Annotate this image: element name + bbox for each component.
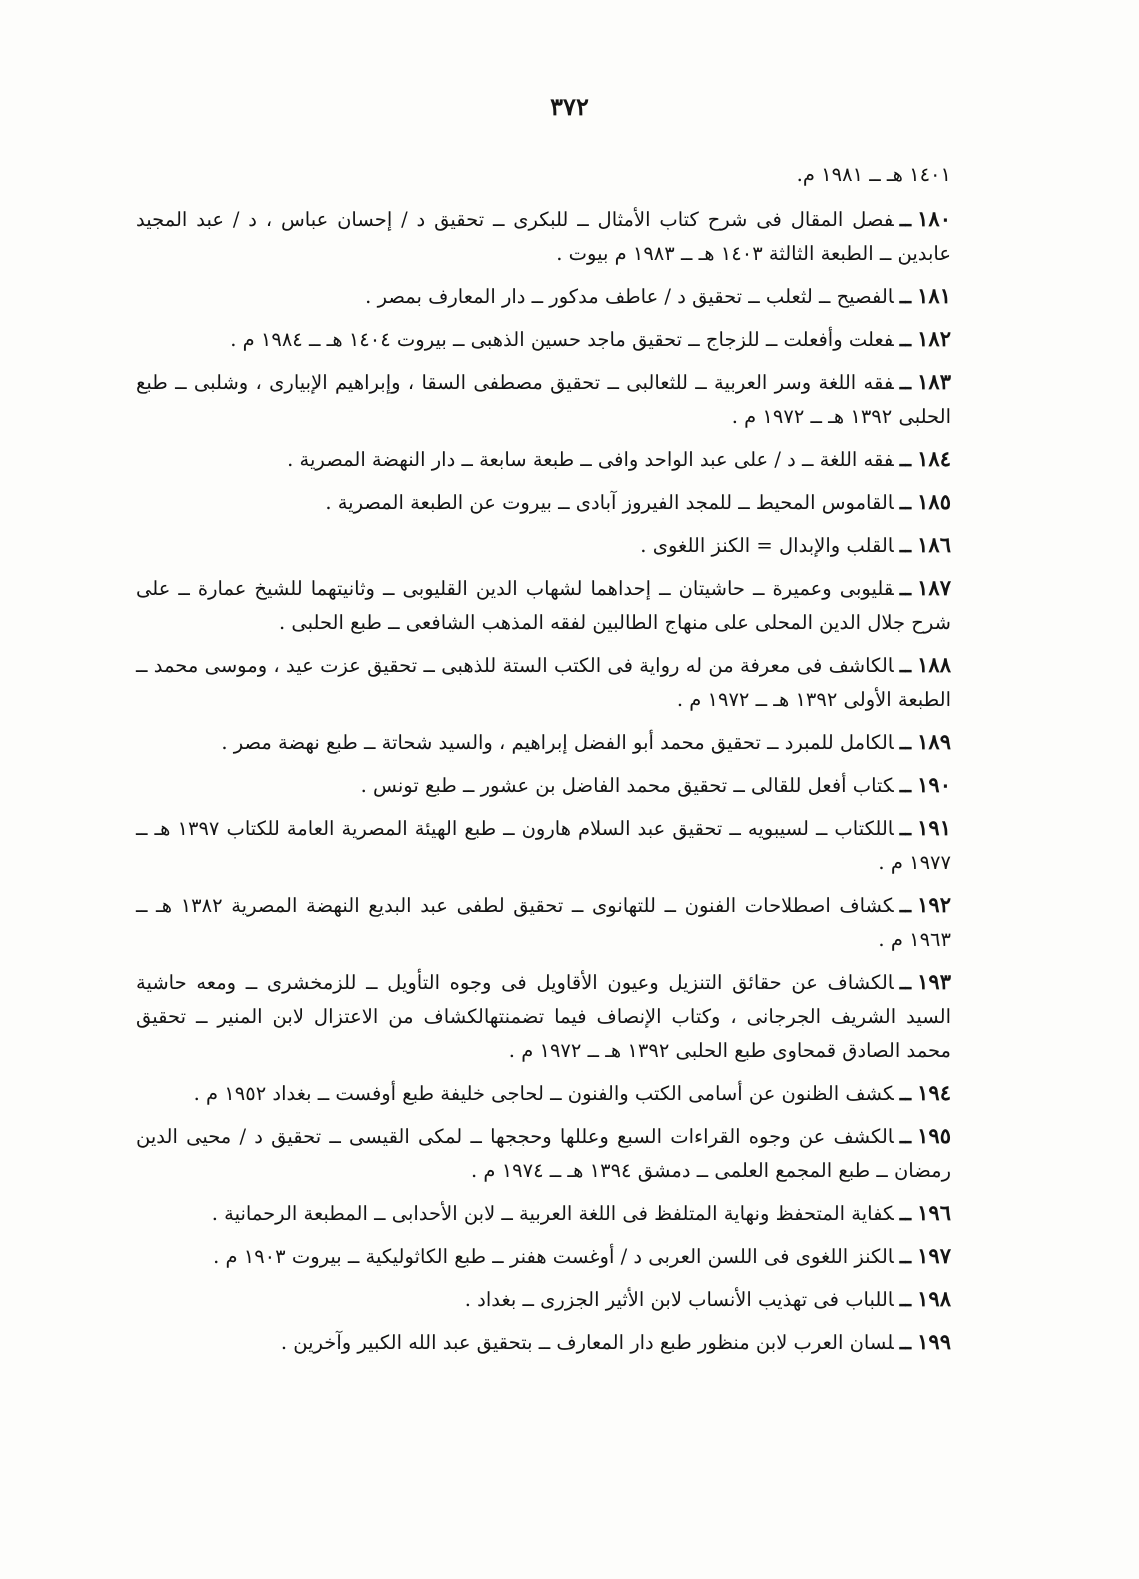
entry-number: ١٩٠	[917, 772, 951, 797]
entry-text: الكشف عن وجوه القراءات السبع وعللها وحججها ــ لمكى القيسى ــ تحقيق د / محيى الدين رمضان ــ طبع المجمع العلمى ــ دمشق ١٣٩٤ هـ ــ ١٩٧٤ م .	[136, 1125, 951, 1182]
entry-dash: ــ	[899, 1125, 912, 1148]
entry-182	[136, 322, 951, 357]
entry-number: ١٨٧	[917, 575, 951, 600]
entry-dash: ــ	[899, 971, 912, 994]
entry-number: ١٨٥	[917, 489, 951, 514]
entry-dash: ــ	[899, 577, 912, 600]
entry-number: ١٨٩	[917, 729, 951, 754]
entry-text: كتاب أفعل للقالى ــ تحقيق محمد الفاضل بن عشور ــ طبع تونس .	[360, 774, 894, 797]
entry-184	[136, 442, 951, 477]
entry-193	[136, 965, 951, 1068]
entry-192	[136, 888, 951, 957]
entry-number: ١٨٦	[917, 532, 951, 557]
entry-dash: ــ	[899, 491, 912, 514]
entry-dash: ــ	[899, 1288, 912, 1311]
entry-number: ١٨٣	[917, 369, 951, 394]
entry-text: اللكتاب ــ لسيبويه ــ تحقيق عبد السلام هارون ــ طبع الهيئة المصرية العامة للكتاب ١٣٩٧ هـ ــ ١٩٧٧ م .	[136, 817, 951, 874]
entry-text: اللباب فى تهذيب الأنساب لابن الأثير الجزرى ــ بغداد .	[464, 1288, 894, 1311]
entry-number: ١٨٤	[917, 446, 951, 471]
entry-text: الكاشف فى معرفة من له رواية فى الكتب الستة للذهبى ــ تحقيق عزت عيد ، وموسى محمد ــ الطبعة الأولى ١٣٩٢ هـ ــ ١٩٧٢ م .	[136, 654, 951, 711]
entry-number: ١٩٤	[917, 1080, 951, 1105]
entry-text: الكنز اللغوى فى اللسن العربى د / أوغست هفنر ــ طبع الكاثوليكية ــ بيروت ١٩٠٣ م .	[213, 1245, 894, 1268]
entry-number: ١٩٧	[917, 1243, 951, 1268]
entry-190	[136, 768, 951, 803]
entry-number: ١٩١	[917, 815, 951, 840]
entry-195	[136, 1119, 951, 1188]
entry-183	[136, 365, 951, 434]
entry-185	[136, 485, 951, 520]
entry-dash: ــ	[899, 534, 912, 557]
entry-text: القاموس المحيط ــ للمجد الفيروز آبادى ــ بيروت عن الطبعة المصرية .	[325, 491, 894, 514]
entry-dash: ــ	[899, 1331, 912, 1354]
entry-dash: ــ	[899, 774, 912, 797]
entry-number: ١٨٠	[917, 206, 951, 231]
entry-text: الكشاف عن حقائق التنزيل وعيون الأقاويل فى وجوه التأويل ــ للزمخشرى ــ ومعه حاشية السيد الشريف الجرجانى ، وكتاب الإنصاف فيما تضمنتهالكشاف من الاعتزال لابن المنير ــ تحقيق محمد الصادق قمحاوى طبع الحلبى ١٣٩٢ هـ ــ ١٩٧٢ م .	[136, 971, 951, 1062]
entry-196	[136, 1196, 951, 1231]
entry-dash: ــ	[899, 328, 912, 351]
entry-text: قليوبى وعميرة ــ حاشيتان ــ إحداهما لشهاب الدين القليوبى ــ وثانيتهما للشيخ عمارة ــ على شرح جلال الدين المحلى على منهاج الطالبين لفقه المذهب الشافعى ــ طبع الحلبى .	[136, 577, 951, 634]
entry-number: ١٩٣	[917, 969, 951, 994]
entry-dash: ــ	[899, 285, 912, 308]
entry-number: ١٩٨	[917, 1286, 951, 1311]
entry-number: ١٩٥	[917, 1123, 951, 1148]
entry-180	[136, 202, 951, 271]
entry-189	[136, 725, 951, 760]
entry-dash: ــ	[899, 1245, 912, 1268]
entry-text: كشاف اصطلاحات الفنون ــ للتهانوى ــ تحقيق لطفى عبد البديع النهضة المصرية ١٣٨٢ هـ ــ ١٩٦٣ م .	[136, 894, 951, 951]
entry-dash: ــ	[899, 448, 912, 471]
entry-dash: ــ	[899, 731, 912, 754]
entry-181	[136, 279, 951, 314]
entry-number: ١٨١	[917, 283, 951, 308]
entry-198	[136, 1282, 951, 1317]
page-number: ٣٧٢	[550, 92, 589, 121]
entry-dash: ــ	[899, 371, 912, 394]
entry-197	[136, 1239, 951, 1274]
entry-186	[136, 528, 951, 563]
entry-text: الفصيح ــ لثعلب ــ تحقيق د / عاطف مدكور ــ دار المعارف بمصر .	[365, 285, 894, 308]
entry-dash: ــ	[899, 817, 912, 840]
entry-dash: ــ	[899, 1082, 912, 1105]
entry-text: لسان العرب لابن منظور طبع دار المعارف ــ بتحقيق عبد الله الكبير وآخرين .	[280, 1331, 894, 1354]
entry-text: القلب والإبدال = الكنز اللغوى .	[640, 534, 894, 557]
entry-number: ١٨٢	[917, 326, 951, 351]
entry-text: كفاية المتحفظ ونهاية المتلفظ فى اللغة العربية ــ لابن الأحدابى ــ المطبعة الرحمانية .	[211, 1202, 894, 1225]
entry-191	[136, 811, 951, 880]
entry-dash: ــ	[899, 894, 912, 917]
entry-187	[136, 571, 951, 640]
entry-199	[136, 1325, 951, 1360]
entry-text: كشف الظنون عن أسامى الكتب والفنون ــ لحاجى خليفة طبع أوفست ــ بغداد ١٩٥٢ م .	[193, 1082, 894, 1105]
entry-text: فقه اللغة ــ د / على عبد الواحد وافى ــ طبعة سابعة ــ دار النهضة المصرية .	[287, 448, 894, 471]
entry-text: فقه اللغة وسر العربية ــ للثعالبى ــ تحقيق مصطفى السقا ، وإبراهيم الإبيارى ، وشلبى ــ طبع الحلبى ١٣٩٢ هـ ــ ١٩٧٢ م .	[136, 371, 951, 428]
entry-194	[136, 1076, 951, 1111]
entry-number: ١٩٩	[917, 1329, 951, 1354]
bibliography-list	[136, 158, 951, 1368]
entry-text: فصل المقال فى شرح كتاب الأمثال ــ للبكرى ــ تحقيق د / إحسان عباس ، د / عبد المجيد عابدين ــ الطبعة الثالثة ١٤٠٣ هـ ــ ١٩٨٣ م بيوت .	[136, 208, 951, 265]
continuation-line: ١٤٠١ هـ ــ ١٩٨١ م.	[796, 163, 951, 186]
entry-text: الكامل للمبرد ــ تحقيق محمد أبو الفضل إبراهيم ، والسيد شحاتة ــ طبع نهضة مصر .	[221, 731, 894, 754]
entry-188	[136, 648, 951, 717]
entry-number: ١٨٨	[917, 652, 951, 677]
entry-text: فعلت وأفعلت ــ للزجاج ــ تحقيق ماجد حسين الذهبى ــ بيروت ١٤٠٤ هـ ــ ١٩٨٤ م .	[230, 328, 894, 351]
entry-dash: ــ	[899, 208, 912, 231]
entry-dash: ــ	[899, 654, 912, 677]
entry-number: ١٩٢	[917, 892, 951, 917]
entry-dash: ــ	[899, 1202, 912, 1225]
entry-number: ١٩٦	[917, 1200, 951, 1225]
